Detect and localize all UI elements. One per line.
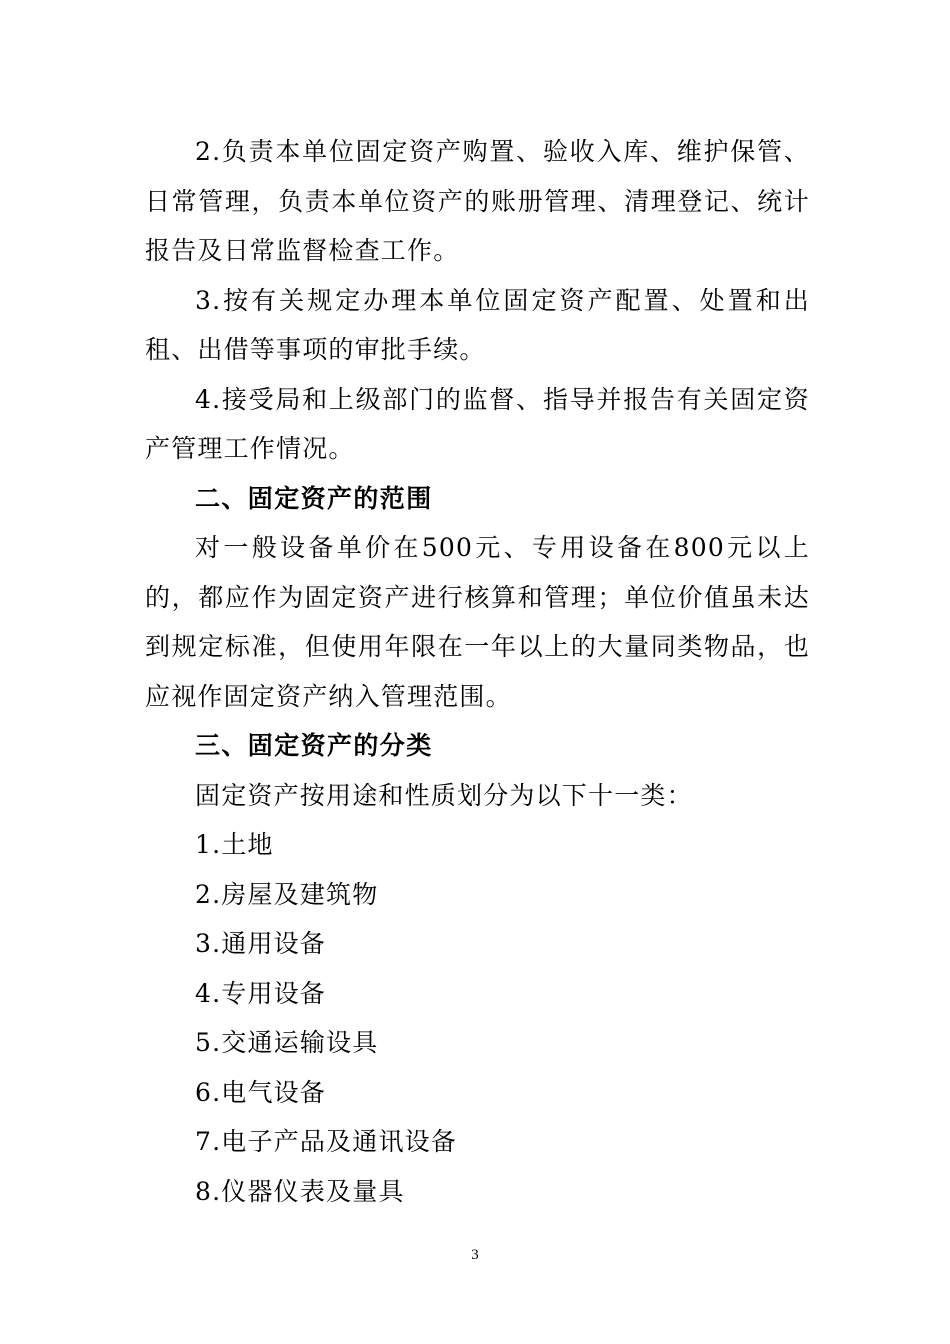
- page-number: 3: [471, 1247, 479, 1263]
- list-item: 5.交通运输设具: [195, 1028, 379, 1057]
- paragraph-duty-2: 2.负责本单位固定资产购置、验收入库、维护保管、日常管理，负责本单位资产的账册管理、清理登记、统计报告及日常监督检查工作。: [145, 137, 810, 265]
- list-item: 3.通用设备: [195, 929, 327, 958]
- section-heading-classification: 三、固定资产的分类: [195, 731, 433, 760]
- paragraph-scope: 对一般设备单价在500元、专用设备在800元以上的，都应作为固定资产进行核算和管理；单位价值虽未达到规定标准，但使用年限在一年以上的大量同类物品，也应视作固定资产纳入管理范围。: [145, 533, 810, 711]
- paragraph-duty-3: 3.按有关规定办理本单位固定资产配置、处置和出租、出借等事项的审批手续。: [145, 285, 810, 364]
- list-item: 8.仪器仪表及量具: [195, 1176, 405, 1206]
- paragraph-classification-intro: 固定资产按用途和性质划分为以下十一类：: [195, 780, 693, 810]
- section-heading-scope: 二、固定资产的范围: [195, 483, 433, 513]
- list-item: 1.土地: [195, 830, 274, 859]
- paragraph-duty-4: 4.接受局和上级部门的监督、指导并报告有关固定资产管理工作情况。: [145, 384, 810, 463]
- list-item: 4.专用设备: [195, 978, 327, 1008]
- document-body: [145, 127, 810, 1216]
- list-item: 7.电子产品及通讯设备: [195, 1127, 458, 1156]
- list-item: 2.房屋及建筑物: [195, 879, 379, 909]
- list-item: 6.电气设备: [195, 1077, 327, 1107]
